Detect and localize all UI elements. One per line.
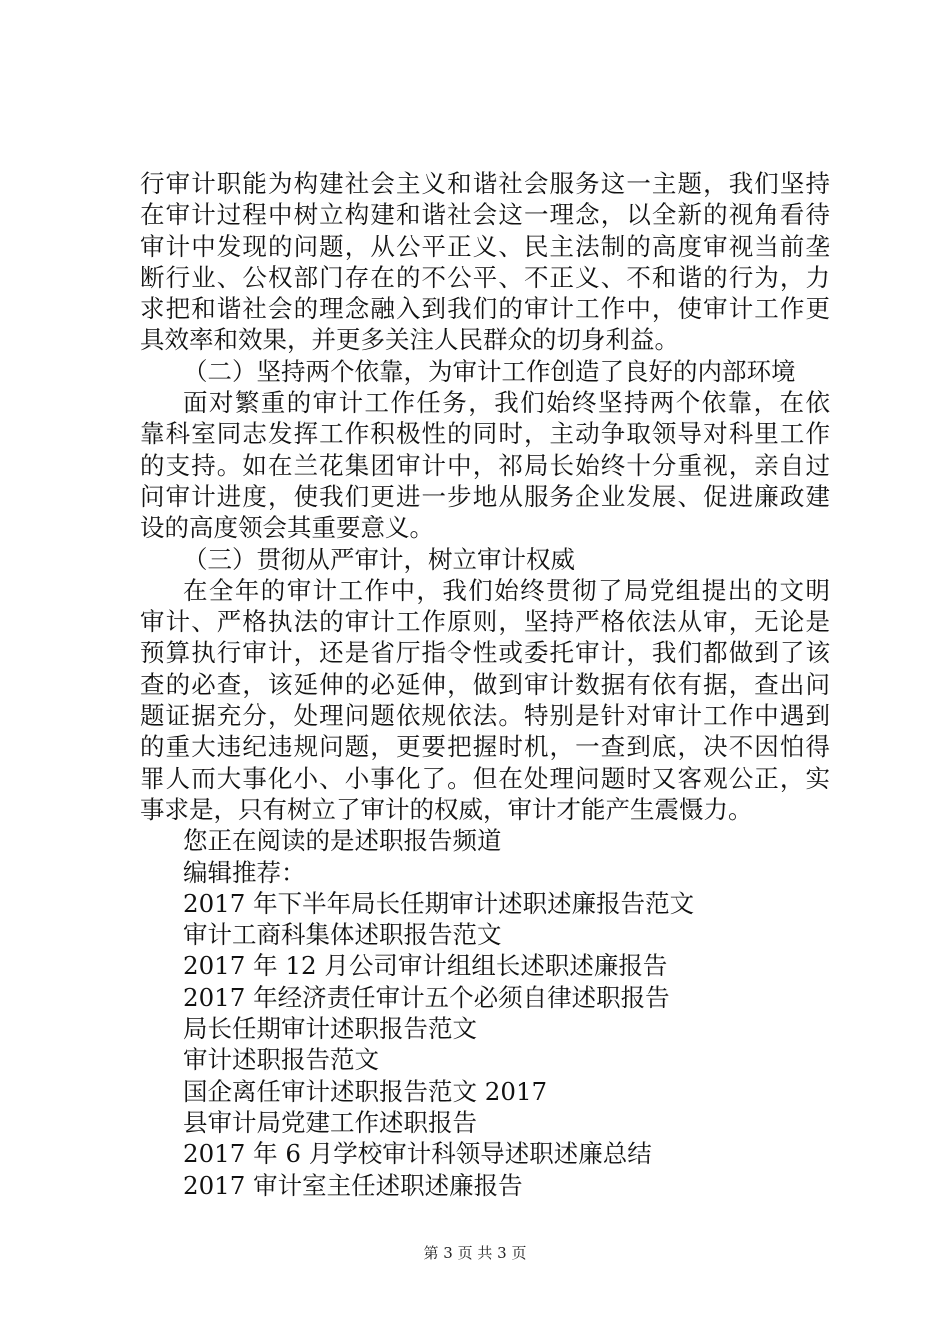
paragraph-line: 断行业、公权部门存在的不公平、不正义、不和谐的行为，力 (140, 262, 830, 292)
paragraph-line: 罪人而大事化小、小事化了。但在处理问题时又客观公正，实 (140, 763, 830, 793)
recommend-link[interactable]: 2017 审计室主任述职述廉报告 (183, 1170, 523, 1200)
recommend-heading: 编辑推荐： (183, 857, 306, 887)
paragraph-line: 具效率和效果，并更多关注人民群众的切身利益。 (140, 325, 679, 355)
page-number-footer: 第 3 页 共 3 页 (423, 1244, 527, 1262)
document-body (140, 168, 830, 1201)
paragraph-line: 问审计进度，使我们更进一步地从服务企业发展、促进廉政建 (140, 481, 830, 511)
paragraph-line: 行审计职能为构建社会主义和谐社会服务这一主题，我们坚持 (140, 169, 830, 198)
recommend-link[interactable]: 国企离任审计述职报告范文 2017 (183, 1076, 548, 1106)
recommend-link[interactable]: 审计述职报告范文 (183, 1045, 379, 1075)
paragraph-line: 查的必查，该延伸的必延伸，做到审计数据有依有据，查出问 (140, 669, 830, 699)
paragraph-line: 预算执行审计，还是省厅指令性或委托审计，我们都做到了该 (140, 638, 830, 668)
paragraph-line: 的重大违纪违规问题，更要把握时机，一查到底，决不因怕得 (140, 732, 830, 762)
paragraph-line: 事求是，只有树立了审计的权威，审计才能产生震慑力。 (140, 794, 753, 824)
paragraph-line: 在全年的审计工作中，我们始终贯彻了局党组提出的文明 (183, 575, 830, 605)
paragraph-line: 求把和谐社会的理念融入到我们的审计工作中，使审计工作更 (140, 294, 830, 324)
paragraph-line: 题证据充分，处理问题依规依法。特别是针对审计工作中遇到 (140, 701, 830, 731)
recommend-link[interactable]: 2017 年下半年局长任期审计述职述廉报告范文 (183, 888, 695, 918)
recommend-link[interactable]: 2017 年 12 月公司审计组组长述职述廉报告 (183, 951, 668, 981)
paragraph-line: 的支持。如在兰花集团审计中，祁局长始终十分重视，亲自过 (140, 450, 830, 480)
recommend-link[interactable]: 审计工商科集体述职报告范文 (183, 920, 502, 950)
recommend-link[interactable]: 局长任期审计述职报告范文 (183, 1014, 477, 1044)
section-heading: （三）贯彻从严审计，树立审计权威 (183, 544, 575, 574)
paragraph-line: 审计、严格执法的审计工作原则，坚持严格依法从审，无论是 (140, 607, 830, 637)
channel-note: 您正在阅读的是述职报告频道 (183, 826, 502, 856)
recommend-link[interactable]: 2017 年 6 月学校审计科领导述职述廉总结 (183, 1139, 652, 1169)
paragraph-line: 在审计过程中树立构建和谐社会这一理念，以全新的视角看待 (140, 200, 830, 230)
recommend-link[interactable]: 县审计局党建工作述职报告 (183, 1107, 477, 1137)
recommend-link[interactable]: 2017 年经济责任审计五个必须自律述职报告 (183, 982, 670, 1012)
paragraph-line: 靠科室同志发挥工作积极性的同时，主动争取领导对科里工作 (140, 419, 830, 449)
paragraph-line: 审计中发现的问题，从公平正义、民主法制的高度审视当前垄 (140, 231, 830, 261)
paragraph-line: 设的高度领会其重要意义。 (140, 513, 434, 543)
section-heading: （二）坚持两个依靠，为审计工作创造了良好的内部环境 (183, 356, 796, 386)
paragraph-line: 面对繁重的审计工作任务，我们始终坚持两个依靠，在依 (183, 388, 830, 418)
